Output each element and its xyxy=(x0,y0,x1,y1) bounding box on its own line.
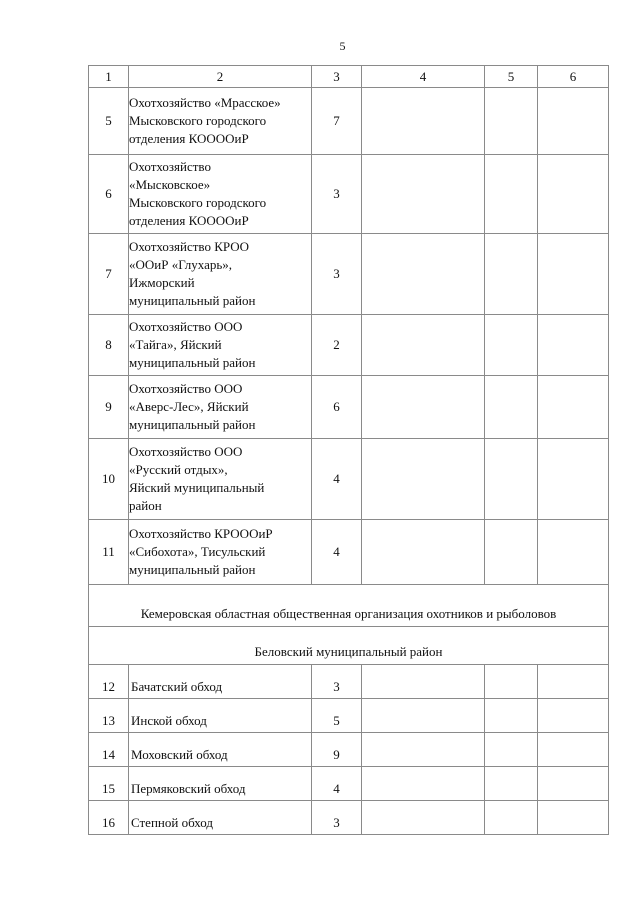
page-number: 5 xyxy=(339,39,346,53)
empty-cell xyxy=(485,88,538,155)
column-header: 4 xyxy=(362,66,485,88)
row-count: 3 xyxy=(312,801,362,835)
table-row xyxy=(89,520,609,585)
empty-cell xyxy=(538,665,609,699)
data-table xyxy=(88,65,609,835)
empty-cell xyxy=(538,801,609,835)
empty-cell xyxy=(485,155,538,234)
empty-cell xyxy=(538,88,609,155)
row-count: 3 xyxy=(312,665,362,699)
empty-cell xyxy=(362,767,485,801)
empty-cell xyxy=(485,376,538,439)
row-name: Пермяковский обход xyxy=(129,767,312,801)
empty-cell xyxy=(538,699,609,733)
row-number: 13 xyxy=(89,699,129,733)
row-count: 6 xyxy=(312,376,362,439)
row-name: Степной обход xyxy=(129,801,312,835)
subsection-row xyxy=(89,627,609,665)
table-row xyxy=(89,315,609,376)
empty-cell xyxy=(538,733,609,767)
row-count: 3 xyxy=(312,234,362,315)
column-header: 6 xyxy=(538,66,609,88)
row-count: 4 xyxy=(312,767,362,801)
column-header: 5 xyxy=(485,66,538,88)
subsection-title: Беловский муниципальный район xyxy=(89,627,609,665)
column-header: 1 xyxy=(89,66,129,88)
section-row xyxy=(89,585,609,627)
empty-cell xyxy=(538,376,609,439)
row-name: Бачатский обход xyxy=(129,665,312,699)
row-number: 9 xyxy=(89,376,129,439)
column-header: 2 xyxy=(129,66,312,88)
empty-cell xyxy=(362,439,485,520)
empty-cell xyxy=(538,439,609,520)
row-number: 6 xyxy=(89,155,129,234)
table-row xyxy=(89,801,609,835)
empty-cell xyxy=(485,439,538,520)
empty-cell xyxy=(362,155,485,234)
row-count: 5 xyxy=(312,699,362,733)
table-row xyxy=(89,665,609,699)
row-count: 3 xyxy=(312,155,362,234)
empty-cell xyxy=(538,155,609,234)
row-count: 7 xyxy=(312,88,362,155)
row-number: 16 xyxy=(89,801,129,835)
row-number: 11 xyxy=(89,520,129,585)
row-name: Инской обход xyxy=(129,699,312,733)
table-row xyxy=(89,88,609,155)
empty-cell xyxy=(362,315,485,376)
row-name: Охотхозяйство КРОО «ООиР «Глухарь», Ижморский муниципальный район xyxy=(129,234,312,315)
table-row xyxy=(89,376,609,439)
empty-cell xyxy=(485,767,538,801)
table-header-row xyxy=(89,66,609,88)
empty-cell xyxy=(362,801,485,835)
row-name: Охотхозяйство «Мрасское» Мысковского городского отделения КОООOиР xyxy=(129,88,312,155)
empty-cell xyxy=(538,520,609,585)
row-number: 8 xyxy=(89,315,129,376)
table-row xyxy=(89,733,609,767)
row-count: 4 xyxy=(312,439,362,520)
table-row xyxy=(89,767,609,801)
empty-cell xyxy=(362,88,485,155)
row-number: 7 xyxy=(89,234,129,315)
row-name: Охотхозяйство «Мысковское» Мысковского городского отделения КОООOиР xyxy=(129,155,312,234)
row-name: Охотхозяйство ООО «Русский отдых», Яйский муниципальный район xyxy=(129,439,312,520)
empty-cell xyxy=(485,234,538,315)
row-number: 10 xyxy=(89,439,129,520)
empty-cell xyxy=(485,699,538,733)
empty-cell xyxy=(538,767,609,801)
row-name: Охотхозяйство ООО «Аверс-Лес», Яйский муниципальный район xyxy=(129,376,312,439)
empty-cell xyxy=(362,376,485,439)
empty-cell xyxy=(362,520,485,585)
row-count: 2 xyxy=(312,315,362,376)
empty-cell xyxy=(538,234,609,315)
row-count: 9 xyxy=(312,733,362,767)
empty-cell xyxy=(362,733,485,767)
column-header: 3 xyxy=(312,66,362,88)
empty-cell xyxy=(485,733,538,767)
empty-cell xyxy=(485,665,538,699)
table-row xyxy=(89,234,609,315)
row-name: Моховский обход xyxy=(129,733,312,767)
row-number: 12 xyxy=(89,665,129,699)
row-name: Охотхозяйство ООО «Тайга», Яйский муниципальный район xyxy=(129,315,312,376)
empty-cell xyxy=(485,315,538,376)
table-row xyxy=(89,699,609,733)
empty-cell xyxy=(362,699,485,733)
table-row xyxy=(89,155,609,234)
row-count: 4 xyxy=(312,520,362,585)
row-number: 5 xyxy=(89,88,129,155)
empty-cell xyxy=(485,520,538,585)
empty-cell xyxy=(485,801,538,835)
empty-cell xyxy=(538,315,609,376)
row-number: 14 xyxy=(89,733,129,767)
row-name: Охотхозяйство КРОООиР «Сибохота», Тисульский муниципальный район xyxy=(129,520,312,585)
row-number: 15 xyxy=(89,767,129,801)
empty-cell xyxy=(362,234,485,315)
table-row xyxy=(89,439,609,520)
section-title: Кемеровская областная общественная организация охотников и рыболовов xyxy=(89,585,609,627)
empty-cell xyxy=(362,665,485,699)
